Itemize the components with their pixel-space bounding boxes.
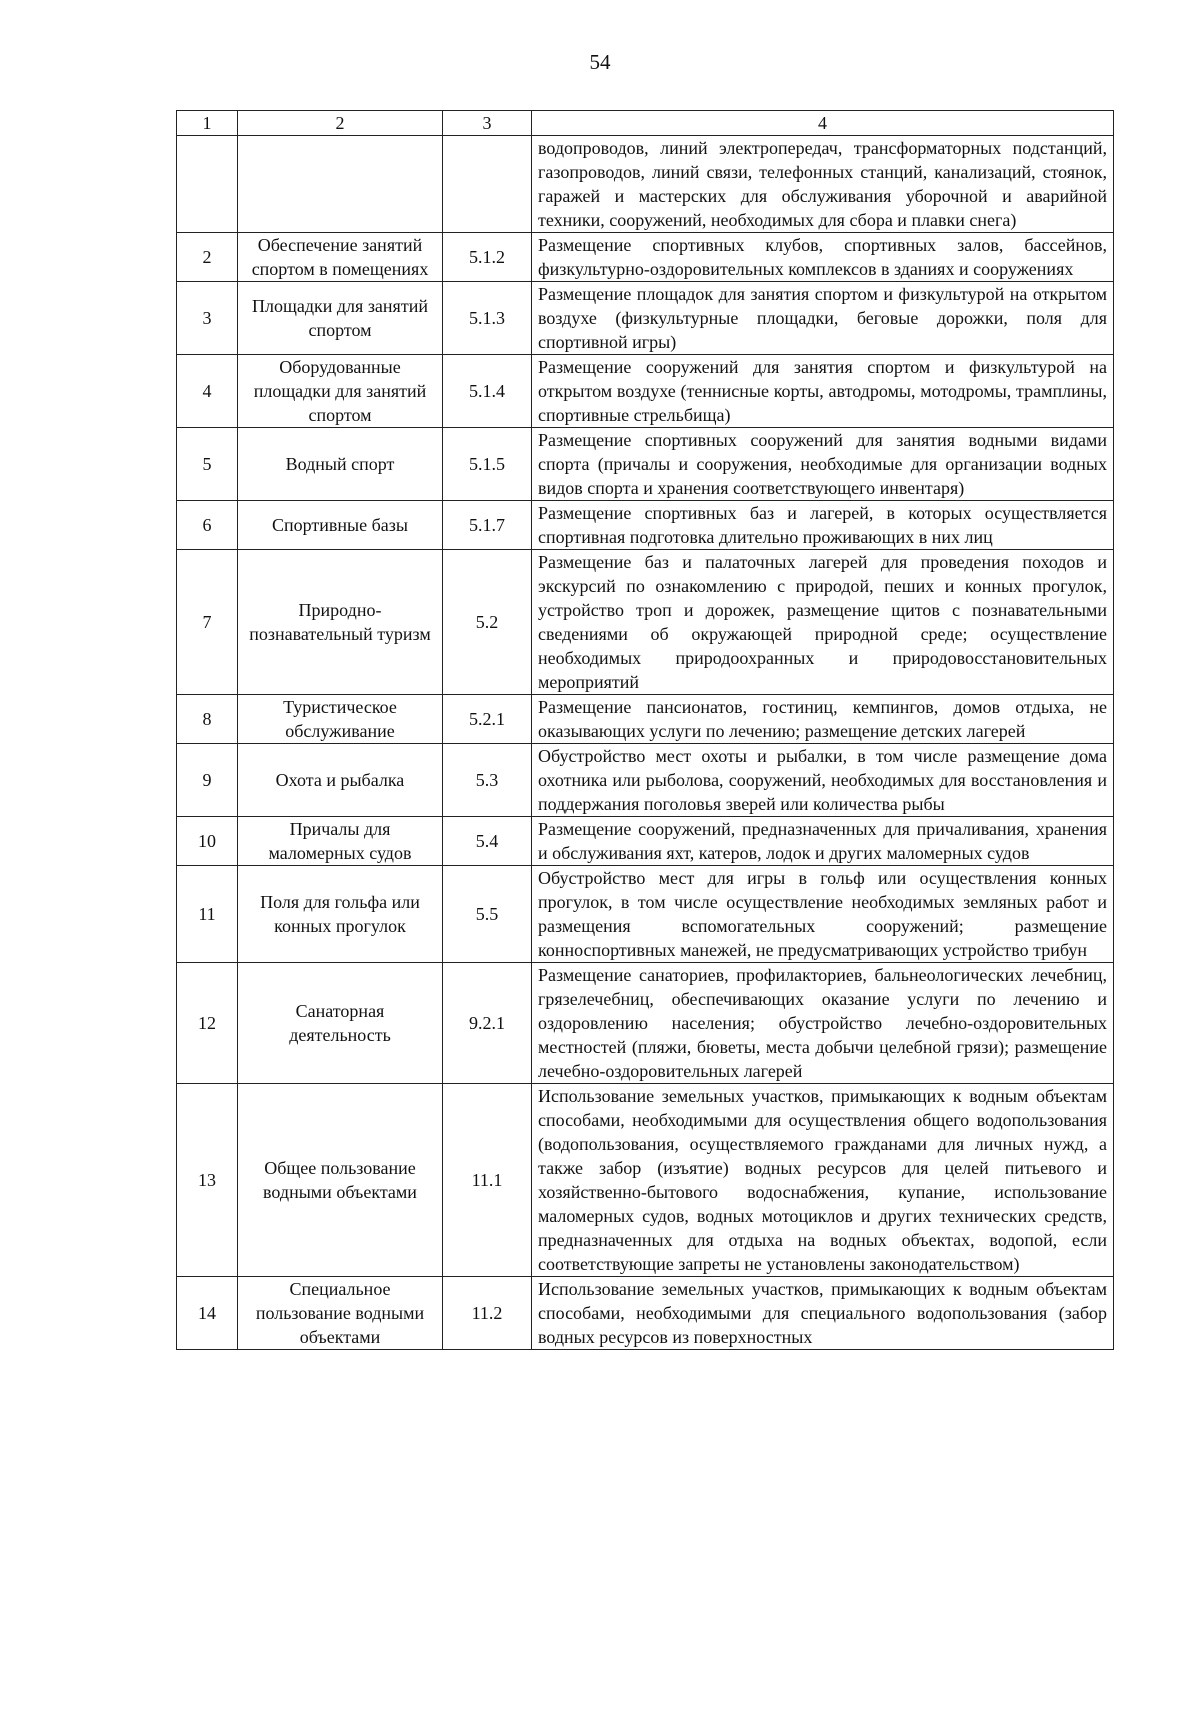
land-use-name-cell: Общее пользование водными объектами bbox=[238, 1084, 443, 1277]
table-header-row bbox=[177, 111, 1114, 136]
row-number-cell: 7 bbox=[177, 550, 238, 695]
land-use-code-cell: 11.2 bbox=[443, 1277, 532, 1350]
table-row bbox=[177, 501, 1114, 550]
page-number: 54 bbox=[589, 50, 611, 74]
row-number-cell bbox=[177, 136, 238, 233]
header-cell-4: 4 bbox=[532, 111, 1114, 136]
land-use-code-cell: 11.1 bbox=[443, 1084, 532, 1277]
land-use-description-cell: Размещение спортивных клубов, спортивных залов, бассейнов, физкультурно-оздоровительных комплексов в зданиях и сооружениях bbox=[532, 233, 1114, 282]
land-use-description-cell: Размещение площадок для занятия спортом и физкультурой на открытом воздухе (физкультурные площадки, беговые дорожки, поля для спортивной игры) bbox=[532, 282, 1114, 355]
row-number-cell: 13 bbox=[177, 1084, 238, 1277]
land-use-name-cell: Оборудованные площадки для занятий спортом bbox=[238, 355, 443, 428]
table-row bbox=[177, 355, 1114, 428]
table-row bbox=[177, 866, 1114, 963]
table-row bbox=[177, 695, 1114, 744]
table-row bbox=[177, 963, 1114, 1084]
land-use-code-cell: 5.1.2 bbox=[443, 233, 532, 282]
land-use-name-cell: Охота и рыбалка bbox=[238, 744, 443, 817]
land-use-code-cell bbox=[443, 136, 532, 233]
table-row bbox=[177, 282, 1114, 355]
land-use-code-cell: 9.2.1 bbox=[443, 963, 532, 1084]
land-use-code-cell: 5.1.4 bbox=[443, 355, 532, 428]
land-use-code-cell: 5.4 bbox=[443, 817, 532, 866]
land-use-description-cell: Размещение спортивных баз и лагерей, в которых осуществляется спортивная подготовка длительно проживающих в них лиц bbox=[532, 501, 1114, 550]
land-use-description-cell: Размещение сооружений, предназначенных для причаливания, хранения и обслуживания яхт, катеров, лодок и других маломерных судов bbox=[532, 817, 1114, 866]
header-cell-3: 3 bbox=[443, 111, 532, 136]
land-use-name-cell: Площадки для занятий спортом bbox=[238, 282, 443, 355]
table-row bbox=[177, 1277, 1114, 1350]
table-row bbox=[177, 744, 1114, 817]
land-use-name-cell bbox=[238, 136, 443, 233]
land-use-name-cell: Причалы для маломерных судов bbox=[238, 817, 443, 866]
header-cell-2: 2 bbox=[238, 111, 443, 136]
row-number-cell: 11 bbox=[177, 866, 238, 963]
land-use-name-cell: Обеспечение занятий спортом в помещениях bbox=[238, 233, 443, 282]
land-use-description-cell: Обустройство мест для игры в гольф или осуществления конных прогулок, в том числе осуществление необходимых земляных работ и размещения вспомогательных сооружений; размещение конноспортивных манежей, не предусматривающих устройство трибун bbox=[532, 866, 1114, 963]
land-use-name-cell: Санаторная деятельность bbox=[238, 963, 443, 1084]
table-row bbox=[177, 550, 1114, 695]
land-use-description-cell: водопроводов, линий электропередач, трансформаторных подстанций, газопроводов, линий связи, телефонных станций, канализаций, стоянок, гаражей и мастерских для обслуживания уборочной и аварийной техники, сооружений, необходимых для сбора и плавки снега) bbox=[532, 136, 1114, 233]
land-use-table bbox=[176, 110, 1114, 1350]
land-use-description-cell: Размещение баз и палаточных лагерей для проведения походов и экскурсий по ознакомлению с природой, пеших и конных прогулок, устройство троп и дорожек, размещение щитов с познавательными сведениями об окружающей природной среде; осуществление необходимых природоохранных и природовосстановительных мероприятий bbox=[532, 550, 1114, 695]
land-use-description-cell: Использование земельных участков, примыкающих к водным объектам способами, необходимыми для осуществления общего водопользования (водопользования, осуществляемого гражданами для личных нужд, а также забор (изъятие) водных ресурсов для целей питьевого и хозяйственно-бытового водоснабжения, купание, использование маломерных судов, водных мотоциклов и других технических средств, предназначенных для отдыха на водных объектах, водопой, если соответствующие запреты не установлены законодательством) bbox=[532, 1084, 1114, 1277]
land-use-code-cell: 5.1.3 bbox=[443, 282, 532, 355]
table-row bbox=[177, 136, 1114, 233]
table-row bbox=[177, 428, 1114, 501]
land-use-code-cell: 5.3 bbox=[443, 744, 532, 817]
row-number-cell: 9 bbox=[177, 744, 238, 817]
land-use-code-cell: 5.1.7 bbox=[443, 501, 532, 550]
row-number-cell: 8 bbox=[177, 695, 238, 744]
land-use-name-cell: Поля для гольфа или конных прогулок bbox=[238, 866, 443, 963]
land-use-name-cell: Природно-познавательный туризм bbox=[238, 550, 443, 695]
table-row bbox=[177, 1084, 1114, 1277]
land-use-description-cell: Размещение спортивных сооружений для занятия водными видами спорта (причалы и сооружения, необходимые для организации водных видов спорта и хранения соответствующего инвентаря) bbox=[532, 428, 1114, 501]
row-number-cell: 6 bbox=[177, 501, 238, 550]
row-number-cell: 4 bbox=[177, 355, 238, 428]
row-number-cell: 2 bbox=[177, 233, 238, 282]
row-number-cell: 10 bbox=[177, 817, 238, 866]
land-use-description-cell: Размещение пансионатов, гостиниц, кемпингов, домов отдыха, не оказывающих услуги по лечению; размещение детских лагерей bbox=[532, 695, 1114, 744]
row-number-cell: 3 bbox=[177, 282, 238, 355]
land-use-code-cell: 5.2 bbox=[443, 550, 532, 695]
land-use-description-cell: Размещение сооружений для занятия спортом и физкультурой на открытом воздухе (теннисные корты, автодромы, мотодромы, трамплины, спортивные стрельбища) bbox=[532, 355, 1114, 428]
row-number-cell: 5 bbox=[177, 428, 238, 501]
row-number-cell: 12 bbox=[177, 963, 238, 1084]
header-cell-1: 1 bbox=[177, 111, 238, 136]
land-use-name-cell: Туристическое обслуживание bbox=[238, 695, 443, 744]
land-use-name-cell: Спортивные базы bbox=[238, 501, 443, 550]
land-use-name-cell: Специальное пользование водными объектами bbox=[238, 1277, 443, 1350]
land-use-description-cell: Размещение санаториев, профилакториев, бальнеологических лечебниц, грязелечебниц, обеспечивающих оказание услуги по лечению и оздоровлению населения; обустройство лечебно-оздоровительных местностей (пляжи, бюветы, места добычи целебной грязи); размещение лечебно-оздоровительных лагерей bbox=[532, 963, 1114, 1084]
table-row bbox=[177, 817, 1114, 866]
land-use-code-cell: 5.1.5 bbox=[443, 428, 532, 501]
land-use-description-cell: Использование земельных участков, примыкающих к водным объектам способами, необходимыми для специального водопользования (забор водных ресурсов из поверхностных bbox=[532, 1277, 1114, 1350]
land-use-code-cell: 5.2.1 bbox=[443, 695, 532, 744]
land-use-name-cell: Водный спорт bbox=[238, 428, 443, 501]
land-use-code-cell: 5.5 bbox=[443, 866, 532, 963]
land-use-description-cell: Обустройство мест охоты и рыбалки, в том числе размещение дома охотника или рыболова, сооружений, необходимых для восстановления и поддержания поголовья зверей или количества рыбы bbox=[532, 744, 1114, 817]
table-row bbox=[177, 233, 1114, 282]
row-number-cell: 14 bbox=[177, 1277, 238, 1350]
